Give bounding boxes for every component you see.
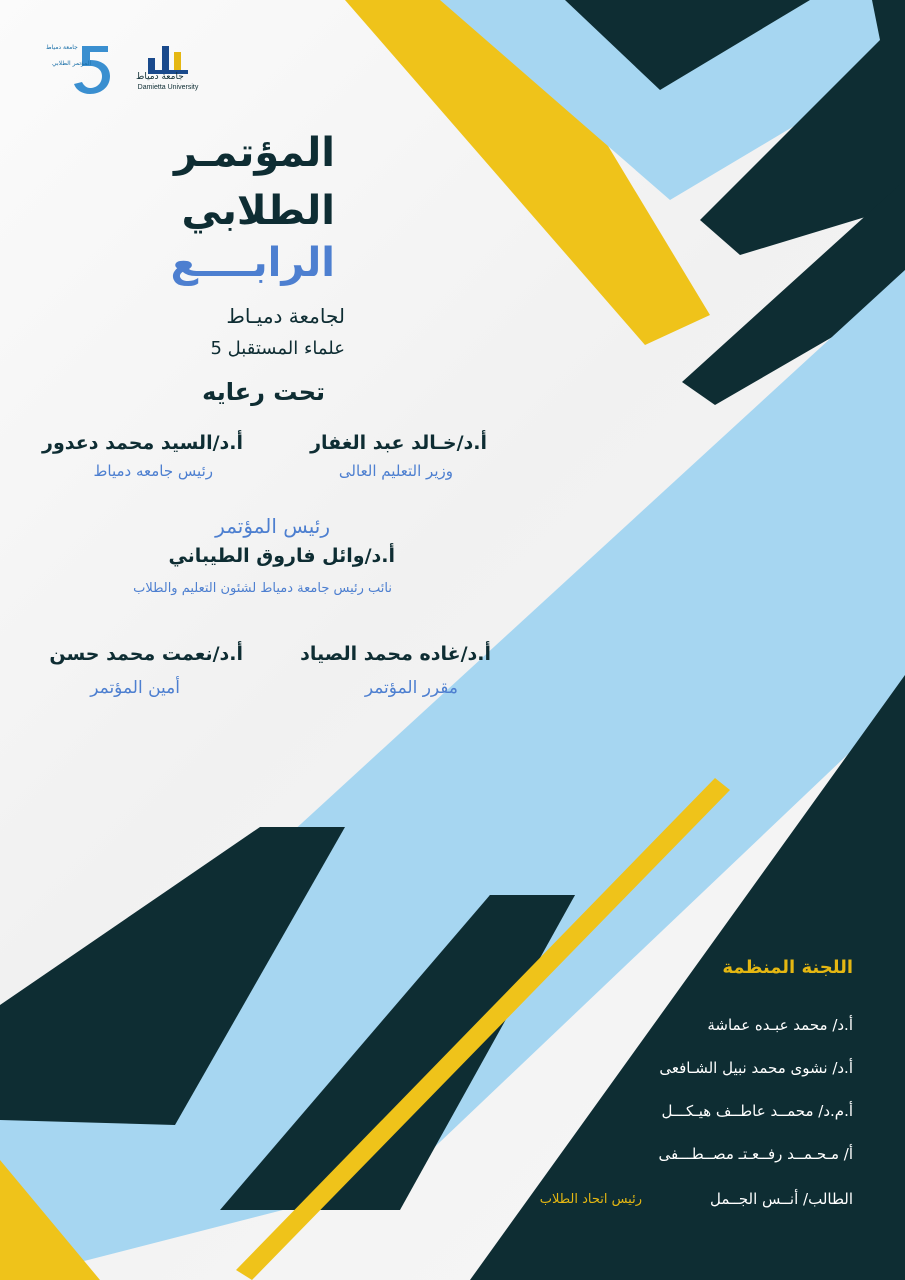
university-logo-english: Damietta University — [137, 84, 199, 91]
conference-logo-line1: جامعة دمياط — [46, 44, 78, 51]
committee-heading: اللجنة المنظمة — [722, 957, 853, 978]
patronage-heading: تحت رعايه — [202, 378, 325, 406]
committee-member: أ.م.د/ محمــد عاطــف هيـكـــل — [661, 1102, 853, 1120]
title-line-1: المؤتمـر — [173, 130, 335, 176]
committee-member: أ.د/ محمد عبـده عماشة — [707, 1016, 853, 1034]
officer-name: أ.د/غاده محمد الصياد — [300, 643, 491, 665]
conference-logo-line2: المؤتمر الطلابي — [52, 60, 92, 67]
patron-role: رئيس جامعه دمياط — [93, 462, 213, 480]
committee-member: أ/ مـحـمــد رفــعـتـ مصــطـــفى — [658, 1145, 853, 1163]
committee-member: الطالب/ أنــس الجــمل — [710, 1190, 853, 1208]
title-line-3: الرابــــع — [170, 240, 335, 286]
title-line-2: الطلابي — [181, 188, 335, 234]
officer-role: أمين المؤتمر — [90, 678, 180, 698]
patron-role: وزير التعليم العالى — [338, 462, 453, 480]
officer-name: أ.د/نعمت محمد حسن — [49, 643, 243, 665]
committee-member: أ.د/ نشوى محمد نبيل الشـافعى — [659, 1059, 853, 1077]
patron-name: أ.د/السيد محمد دعدور — [42, 432, 243, 454]
chair-role: نائب رئيس جامعة دمياط لشئون التعليم والطلاب — [133, 581, 392, 596]
student-role: رئيس اتحاد الطلاب — [539, 1192, 642, 1207]
chair-name: أ.د/وائل فاروق الطيباني — [168, 545, 395, 567]
subtitle-university: لجامعة دميـاط — [226, 304, 345, 328]
chair-heading: رئيس المؤتمر — [215, 514, 330, 538]
officer-role: مقرر المؤتمر — [364, 678, 458, 698]
subtitle-theme: علماء المستقبل 5 — [210, 338, 345, 359]
patron-name: أ.د/خـالد عبد الغفار — [310, 432, 487, 454]
university-logo-arabic: جامعة دمياط — [136, 72, 184, 82]
